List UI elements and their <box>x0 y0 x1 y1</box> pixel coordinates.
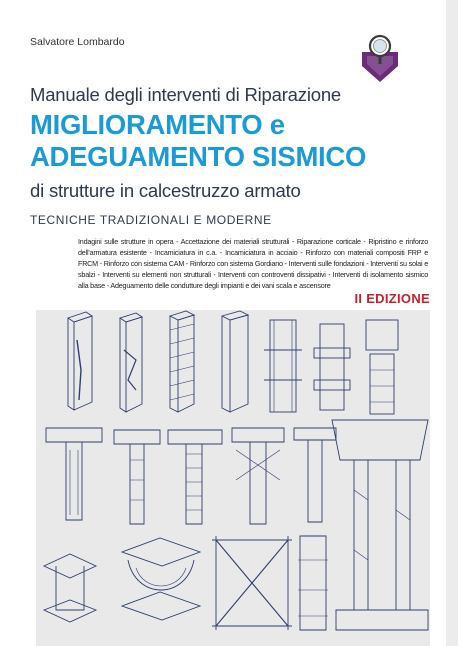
edition-label: II EDIZIONE <box>354 291 430 306</box>
foundation-sketch-4 <box>232 428 284 524</box>
tagline: TECNICHE TRADIZIONALI E MODERNE <box>30 213 272 227</box>
author-name: Salvatore Lombardo <box>30 36 125 48</box>
beam-column-joint-sketch-3 <box>366 320 398 414</box>
column-sketch-4 <box>222 311 248 412</box>
foundation-sketch-2 <box>114 430 160 524</box>
side-strip <box>446 0 458 646</box>
technical-drawings-illustration <box>36 310 430 646</box>
beam-column-joint-sketch-2 <box>314 324 350 410</box>
column-sketch-3 <box>170 311 194 412</box>
pier-cap-sketch <box>332 420 428 630</box>
column-sketch-1 <box>68 312 92 410</box>
column-strengthening-sketch <box>298 536 328 630</box>
main-title-line-1: MIGLIORAMENTO e <box>30 109 285 140</box>
foundation-sketch-3 <box>168 430 222 524</box>
publisher-logo-icon <box>358 34 402 84</box>
main-title-line-2: ADEGUAMENTO SISMICO <box>30 141 367 172</box>
isolator-sketch-2 <box>122 538 200 620</box>
column-sketch-2 <box>120 313 142 412</box>
subtitle: di strutture in calcestruzzo armato <box>30 180 301 201</box>
foundation-sketch-5 <box>294 428 336 522</box>
foundation-sketch-1 <box>46 428 102 520</box>
title-line: Manuale degli interventi di Riparazione <box>30 84 341 105</box>
topics-list: Indagini sulle strutture in opera - Accettazione dei materiali strutturali - Riparazione corticale - Ripristino e rinforzo dell'armatura esistente - Incamiciatura in c.a. - Incamiciatura in acciaio - Rinforzo con materiali compositi FRP e FRCM - Rinforzo con sistema CAM - Rinforzo con sistema Gordiano - Interventi sulle fondazioni - Interventi su solai e sbalzi - Interventi su elementi non strutturali - Interventi con controventi dissipativi - Interventi di isolamento sismico alla base - Adeguamento delle condutture degli impianti e dei vani scala e ascensore <box>78 237 428 290</box>
isolator-sketch-1 <box>44 554 96 622</box>
beam-column-joint-sketch-1 <box>264 320 302 412</box>
bracing-sketch <box>212 536 292 630</box>
